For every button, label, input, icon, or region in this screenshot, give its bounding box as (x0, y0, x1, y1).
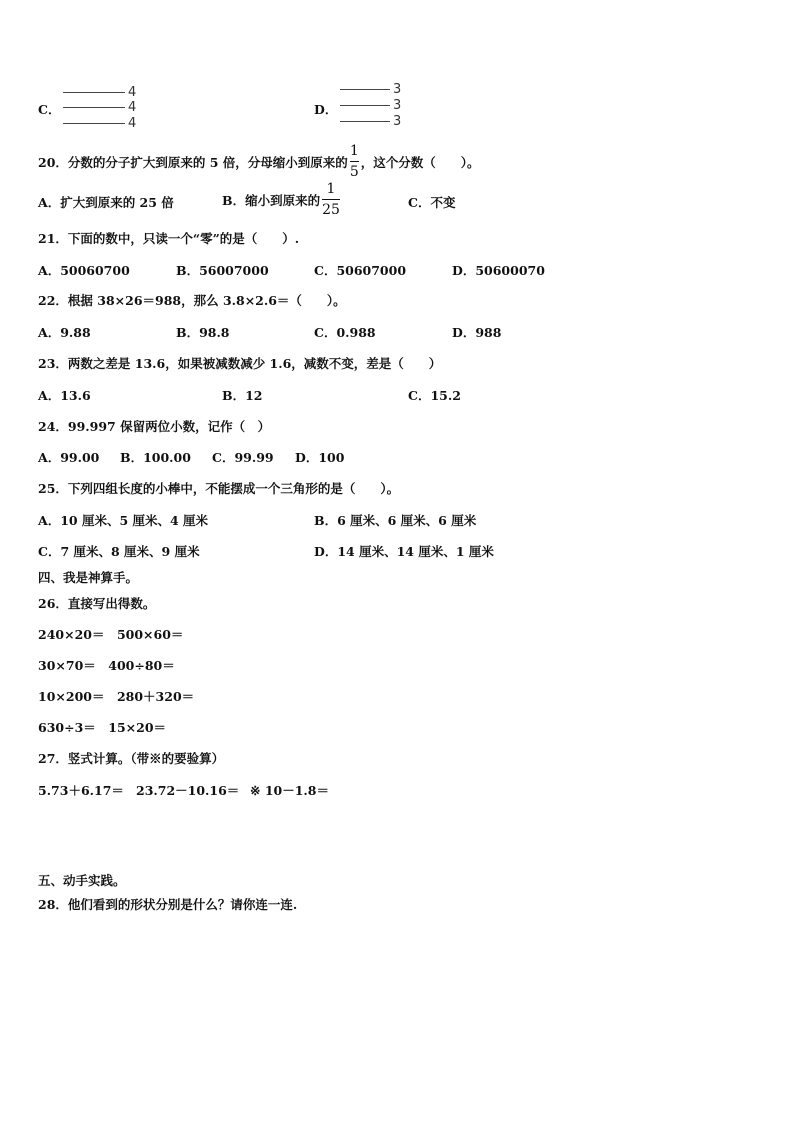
q26-stem: 26．直接写出得数。 (38, 596, 156, 611)
q24-option-b[interactable]: B．100.00 (120, 450, 191, 465)
q26-row: 10×200＝ 280＋320＝ (38, 689, 195, 704)
q24-option-d[interactable]: D．100 (295, 450, 345, 465)
q21-option-c[interactable]: C．50607000 (314, 263, 407, 278)
segment-length: 4 (128, 100, 137, 115)
q20-option-b[interactable] (222, 181, 342, 218)
q22-option-b[interactable]: B．98.8 (176, 325, 230, 340)
q26-row: 630÷3＝ 15×20＝ (38, 720, 167, 735)
q20-stem-tail: ，这个分数（ ）。 (360, 154, 480, 170)
q21-stem: 21．下面的数中，只读一个“零”的是（ ）. (38, 231, 300, 246)
q25-option-c[interactable]: C．7 厘米、8 厘米、9 厘米 (38, 544, 200, 559)
q22-option-c[interactable]: C．0.988 (314, 325, 376, 340)
q19-option-c-label: C． (38, 102, 61, 117)
segment-length: 3 (393, 98, 402, 113)
q25-option-a[interactable]: A．10 厘米、5 厘米、4 厘米 (38, 513, 209, 528)
q27-item: 23.72－10.16＝ (136, 783, 240, 798)
segment (63, 86, 136, 99)
q19-option-d-label: D． (314, 102, 338, 117)
section-heading-4: 四、我是神算手。 (38, 570, 139, 585)
segment (63, 117, 136, 130)
q24-option-c[interactable]: C．99.99 (212, 450, 274, 465)
q20-option-a[interactable]: A．扩大到原来的 25 倍 (38, 195, 174, 210)
q23-option-b[interactable]: B．12 (222, 388, 263, 403)
q26-row: 240×20＝ 500×60＝ (38, 627, 184, 642)
fraction-one-twenty-fifth (322, 181, 340, 218)
q22-stem: 22．根据 38×26＝988，那么 3.8×2.6＝（ ）。 (38, 293, 346, 308)
q26-row: 30×70＝ 400÷80＝ (38, 658, 175, 673)
q20-stem (38, 143, 480, 180)
q21-option-d[interactable]: D．50600070 (452, 263, 545, 278)
fraction-denominator: 5 (349, 164, 359, 180)
segment (340, 99, 401, 112)
q25-stem: 25．下列四组长度的小棒中，不能摆成一个三角形的是（ ）。 (38, 481, 400, 496)
q23-option-a[interactable]: A．13.6 (38, 388, 91, 403)
fraction-numerator: 1 (326, 181, 336, 197)
q27-item: ※ 10－1.8＝ (250, 783, 329, 798)
q24-option-a[interactable]: A．99.00 (38, 450, 100, 465)
q25-option-d[interactable]: D．14 厘米、14 厘米、1 厘米 (314, 544, 494, 559)
segment (340, 115, 401, 128)
fraction-denominator: 25 (322, 202, 340, 218)
segment-length: 4 (128, 85, 137, 100)
q22-option-d[interactable]: D．988 (452, 325, 502, 340)
fraction-numerator: 1 (349, 143, 359, 159)
q22-option-a[interactable]: A．9.88 (38, 325, 91, 340)
fraction-one-fifth (350, 143, 359, 180)
q23-option-c[interactable]: C．15.2 (408, 388, 461, 403)
q23-stem: 23．两数之差是 13.6，如果被减数减少 1.6，减数不变，差是（ ） (38, 356, 442, 371)
q20-option-c[interactable]: C．不变 (408, 195, 456, 210)
q27-stem: 27．竖式计算。（带※的要验算） (38, 751, 225, 766)
q20-stem-text: 20．分数的分子扩大到原来的 5 倍，分母缩小到原来的 (38, 154, 348, 170)
segment (63, 101, 136, 114)
q21-option-a[interactable]: A．50060700 (38, 263, 130, 278)
q25-option-b[interactable]: B．6 厘米、6 厘米、6 厘米 (314, 513, 477, 528)
q24-stem: 24．99.997 保留两位小数，记作（ ） (38, 419, 271, 434)
segment (340, 83, 401, 96)
segment-length: 4 (128, 116, 137, 131)
segment-length: 3 (393, 82, 402, 97)
segment-length: 3 (393, 114, 402, 129)
q21-option-b[interactable]: B．56007000 (176, 263, 269, 278)
section-heading-5: 五、动手实践。 (38, 873, 126, 888)
q20-option-b-text: B．缩小到原来的 (222, 192, 321, 208)
q28-stem: 28．他们看到的形状分别是什么？请你连一连. (38, 897, 298, 912)
q27-item: 5.73＋6.17＝ (38, 783, 124, 798)
